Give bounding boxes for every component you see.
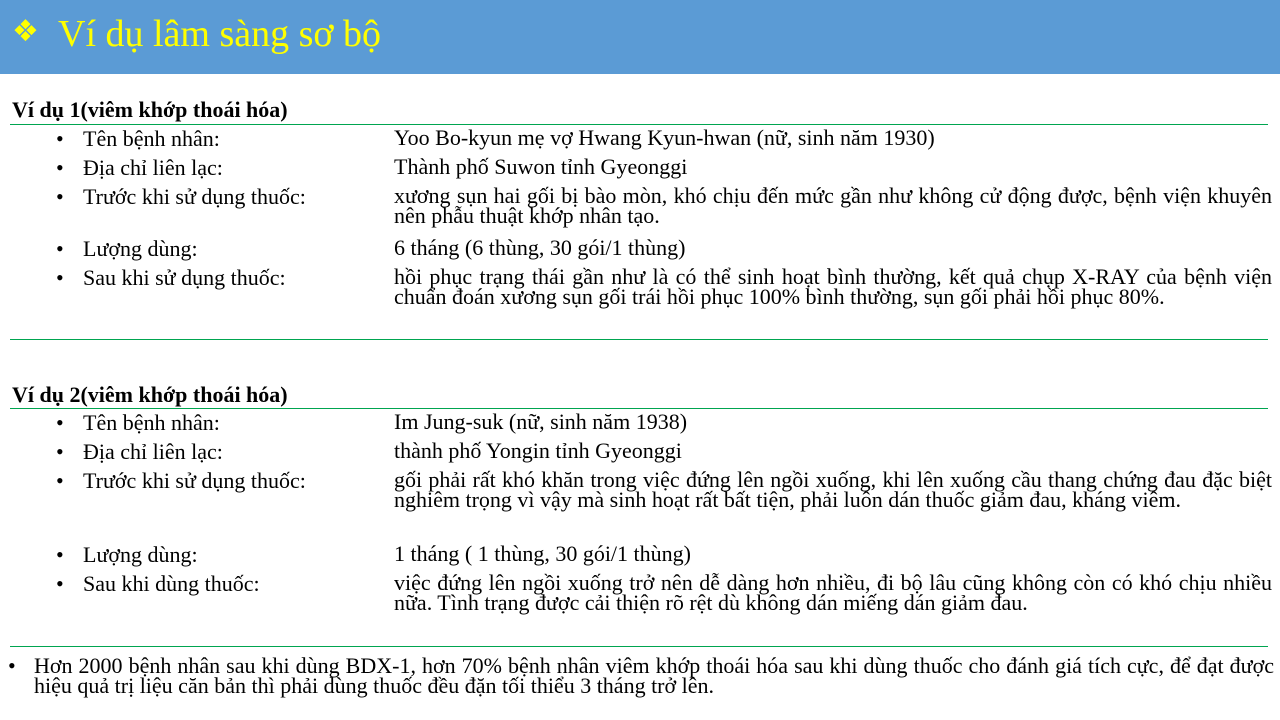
bullet-icon: • xyxy=(56,542,64,567)
case2-label: Lượng dùng: xyxy=(83,542,198,567)
case1-value: xương sụn hai gối bị bào mòn, khó chịu đến mức gần như không cử động được, bệnh viện khuyên nên phẫu thuật khớp nhân tạo. xyxy=(394,183,1272,228)
case2-label: Trước khi sử dụng thuốc: xyxy=(83,468,306,493)
bullet-icon: • xyxy=(56,439,64,464)
case2-value: việc đứng lên ngồi xuống trở nên dễ dàng hơn nhiều, đi bộ lâu cũng không còn có khó chịu nhiều nữa. Tình trạng được cải thiện rõ rệt dù không dán miếng dán giảm đau. xyxy=(394,570,1272,615)
case1-value: Yoo Bo-kyun mẹ vợ Hwang Kyun-hwan (nữ, sinh năm 1930) xyxy=(394,125,935,150)
case2-title: Ví dụ 2(viêm khớp thoái hóa) xyxy=(12,382,288,407)
case1-label: Trước khi sử dụng thuốc: xyxy=(83,184,306,209)
bullet-icon: • xyxy=(56,410,64,435)
slide-header xyxy=(0,0,1280,74)
case1-title: Ví dụ 1(viêm khớp thoái hóa) xyxy=(12,97,288,122)
bullet-icon: • xyxy=(56,468,64,493)
diamond-bullet-icon: ❖ xyxy=(12,14,39,49)
case2-label: Tên bệnh nhân: xyxy=(83,410,220,435)
case1-label: Tên bệnh nhân: xyxy=(83,126,220,151)
case2-value: 1 tháng ( 1 thùng, 30 gói/1 thùng) xyxy=(394,541,691,566)
case1-label: Lượng dùng: xyxy=(83,236,198,261)
case2-label: Sau khi dùng thuốc: xyxy=(83,571,260,596)
case1-label: Sau khi sử dụng thuốc: xyxy=(83,265,286,290)
case1-bottom-rule xyxy=(10,339,1268,340)
summary-text: Hơn 2000 bệnh nhân sau khi dùng BDX-1, hơn 70% bệnh nhân viêm khớp thoái hóa sau khi dùng thuốc cho đánh giá tích cực, để đạt được hiệu quả trị liệu căn bản thì phải dùng thuốc đều đặn tối thiểu 3 tháng trở lên. xyxy=(34,653,1274,698)
bullet-icon: • xyxy=(56,571,64,596)
case1-value: 6 tháng (6 thùng, 30 gói/1 thùng) xyxy=(394,235,686,260)
bullet-icon: • xyxy=(56,184,64,209)
slide-title: Ví dụ lâm sàng sơ bộ xyxy=(58,13,382,55)
case1-value: hồi phục trạng thái gần như là có thể sinh hoạt bình thường, kết quả chụp X-RAY của bệnh viện chuẩn đoán xương sụn gối trái hồi phục 100% bình thường, sụn gối phải hồi phục 80%. xyxy=(394,264,1272,309)
bullet-icon: • xyxy=(56,236,64,261)
summary-bullet-icon: • xyxy=(8,653,16,678)
bullet-icon: • xyxy=(56,265,64,290)
case2-label: Địa chỉ liên lạc: xyxy=(83,439,223,464)
case2-value: thành phố Yongin tỉnh Gyeonggi xyxy=(394,438,682,463)
case2-bottom-rule xyxy=(10,646,1268,647)
case2-value: gối phải rất khó khăn trong việc đứng lên ngồi xuống, khi lên xuống cầu thang chứng đau đặc biệt nghiêm trọng vì vậy mà sinh hoạt rất bất tiện, phải luôn dán thuốc giảm đau, kháng viêm. xyxy=(394,467,1272,512)
bullet-icon: • xyxy=(56,126,64,151)
bullet-icon: • xyxy=(56,155,64,180)
case1-label: Địa chỉ liên lạc: xyxy=(83,155,223,180)
case2-value: Im Jung-suk (nữ, sinh năm 1938) xyxy=(394,409,688,434)
case1-value: Thành phố Suwon tỉnh Gyeonggi xyxy=(394,154,688,179)
